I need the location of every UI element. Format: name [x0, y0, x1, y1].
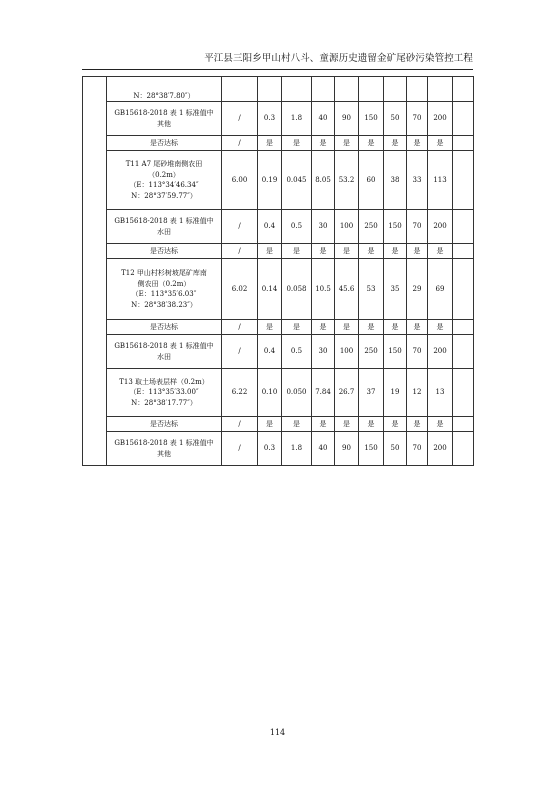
sample-description-line: N：28°38′38.23″）: [131, 300, 197, 309]
measurement-value-cell: 70: [407, 210, 428, 244]
measurement-value-cell: [453, 102, 474, 136]
measurement-value-cell: 是: [384, 320, 407, 335]
measurement-value-cell: 0.058: [282, 259, 312, 320]
measurement-value-cell: 100: [335, 335, 359, 369]
measurement-value-cell: 0.3: [258, 102, 282, 136]
measurement-value-cell: 0.050: [282, 369, 312, 417]
measurement-value-cell: [453, 151, 474, 210]
measurement-value-cell: 12: [407, 369, 428, 417]
measurement-value-cell: 150: [359, 102, 384, 136]
measurement-value-cell: [453, 136, 474, 151]
measurement-value-cell: 33: [407, 151, 428, 210]
measurement-value-cell: 50: [384, 432, 407, 466]
sample-description-cell: [107, 417, 222, 432]
measurement-value-cell: 是: [359, 417, 384, 432]
sample-description-cell: [107, 335, 222, 369]
measurement-value-cell: 0.3: [258, 432, 282, 466]
table-row: [83, 259, 474, 320]
measurement-value-cell: 是: [312, 244, 335, 259]
sample-description-line: 是否达标: [150, 322, 178, 331]
table-row: [83, 244, 474, 259]
measurement-value-cell: 是: [407, 417, 428, 432]
ph-value-cell: /: [222, 320, 258, 335]
measurement-value-cell: 37: [359, 369, 384, 417]
sample-description-line: GB15618-2018 表 1 标准值中: [114, 342, 214, 350]
table-row: [83, 136, 474, 151]
measurement-value-cell: 200: [428, 335, 453, 369]
measurement-value-cell: 53: [359, 259, 384, 320]
measurement-value-cell: 70: [407, 432, 428, 466]
measurement-value-cell: 是: [407, 244, 428, 259]
sample-description-line: T11 A7 尾砂堆南侧农田: [125, 160, 203, 168]
measurement-value-cell: 13: [428, 369, 453, 417]
measurement-value-cell: 是: [359, 320, 384, 335]
measurement-value-cell: 30: [312, 210, 335, 244]
measurement-value-cell: 1.8: [282, 432, 312, 466]
table-row: [83, 210, 474, 244]
measurement-value-cell: [407, 77, 428, 102]
ph-value-cell: /: [222, 244, 258, 259]
sample-description-cell: [107, 369, 222, 417]
header-divider: [82, 69, 473, 70]
measurement-value-cell: 0.4: [258, 210, 282, 244]
measurement-value-cell: [335, 77, 359, 102]
measurement-value-cell: 是: [384, 244, 407, 259]
sample-description-line: 是否达标: [150, 246, 178, 255]
sample-description-cell: [107, 244, 222, 259]
measurement-value-cell: [453, 320, 474, 335]
measurement-value-cell: 是: [384, 136, 407, 151]
measurement-value-cell: 0.10: [258, 369, 282, 417]
measurement-value-cell: 69: [428, 259, 453, 320]
sample-description-line: 水田: [157, 352, 171, 361]
measurement-value-cell: 是: [407, 320, 428, 335]
sample-description-line: T13 取土场表层样（0.2m）: [119, 377, 209, 386]
measurement-value-cell: 90: [335, 432, 359, 466]
sample-description-line: （0.2m）: [148, 170, 180, 179]
measurement-value-cell: [453, 259, 474, 320]
measurement-value-cell: 0.19: [258, 151, 282, 210]
soil-monitoring-table: [82, 76, 474, 466]
sample-description-line: 其他: [157, 449, 171, 458]
measurement-value-cell: 0.4: [258, 335, 282, 369]
measurement-value-cell: 29: [407, 259, 428, 320]
sample-description-line: （E：113°34′46.34″: [129, 181, 199, 189]
measurement-value-cell: 是: [258, 320, 282, 335]
measurement-value-cell: 是: [282, 320, 312, 335]
ph-value-cell: /: [222, 102, 258, 136]
measurement-value-cell: 40: [312, 432, 335, 466]
measurement-value-cell: 是: [312, 136, 335, 151]
measurement-value-cell: 150: [384, 210, 407, 244]
measurement-value-cell: 10.5: [312, 259, 335, 320]
measurement-value-cell: 是: [335, 320, 359, 335]
ph-value-cell: [222, 77, 258, 102]
sample-description-line: N：28°38′7.80″）: [133, 91, 195, 100]
measurement-value-cell: 53.2: [335, 151, 359, 210]
document-header-title: 平江县三阳乡甲山村八斗、童源历史遗留金矿尾砂污染管控工程: [204, 53, 473, 64]
table-row: [83, 417, 474, 432]
table-row: [83, 432, 474, 466]
sample-description-cell: [107, 210, 222, 244]
table-row: [83, 77, 474, 102]
measurement-value-cell: 38: [384, 151, 407, 210]
measurement-value-cell: [453, 417, 474, 432]
measurement-value-cell: [453, 335, 474, 369]
measurement-value-cell: 40: [312, 102, 335, 136]
ph-value-cell: 6.02: [222, 259, 258, 320]
measurement-value-cell: 是: [258, 244, 282, 259]
table-row: [83, 335, 474, 369]
measurement-value-cell: 250: [359, 335, 384, 369]
measurement-value-cell: 1.8: [282, 102, 312, 136]
measurement-value-cell: 150: [359, 432, 384, 466]
measurement-value-cell: 是: [312, 417, 335, 432]
sample-description-line: （E：113°35′6.03″: [131, 290, 197, 298]
table-row: [83, 102, 474, 136]
measurement-value-cell: [359, 77, 384, 102]
measurement-value-cell: 8.05: [312, 151, 335, 210]
measurement-value-cell: 是: [428, 244, 453, 259]
measurement-value-cell: 26.7: [335, 369, 359, 417]
measurement-value-cell: 60: [359, 151, 384, 210]
measurement-value-cell: 150: [384, 335, 407, 369]
measurement-value-cell: 0.045: [282, 151, 312, 210]
measurement-value-cell: 是: [335, 244, 359, 259]
ph-value-cell: /: [222, 210, 258, 244]
sample-description-line: N：28°37′59.77″）: [131, 191, 197, 200]
measurement-value-cell: 250: [359, 210, 384, 244]
measurement-value-cell: [282, 77, 312, 102]
measurement-value-cell: 是: [258, 417, 282, 432]
sample-description-cell: [107, 136, 222, 151]
sample-description-line: 是否达标: [150, 419, 178, 428]
measurement-value-cell: 是: [428, 320, 453, 335]
table-body: [83, 77, 474, 466]
ph-value-cell: 6.22: [222, 369, 258, 417]
measurement-value-cell: 是: [359, 244, 384, 259]
measurement-value-cell: 200: [428, 432, 453, 466]
ph-value-cell: 6.00: [222, 151, 258, 210]
measurement-value-cell: 90: [335, 102, 359, 136]
measurement-value-cell: 30: [312, 335, 335, 369]
measurement-value-cell: 35: [384, 259, 407, 320]
measurement-value-cell: 0.5: [282, 210, 312, 244]
sample-description-line: 水田: [157, 227, 171, 236]
sample-description-line: GB15618-2018 表 1 标准值中: [114, 109, 214, 117]
measurement-value-cell: [453, 432, 474, 466]
measurement-value-cell: 是: [335, 417, 359, 432]
measurement-value-cell: 是: [359, 136, 384, 151]
measurement-value-cell: 是: [428, 136, 453, 151]
measurement-value-cell: 是: [282, 417, 312, 432]
measurement-value-cell: 7.84: [312, 369, 335, 417]
sample-description-line: 侧农田（0.2m）: [137, 279, 191, 288]
ph-value-cell: /: [222, 335, 258, 369]
measurement-value-cell: 113: [428, 151, 453, 210]
sample-description-line: 是否达标: [150, 138, 178, 147]
measurement-value-cell: [258, 77, 282, 102]
measurement-value-cell: [453, 210, 474, 244]
sample-description-line: N：28°38′17.77″）: [131, 398, 197, 407]
table-row: [83, 320, 474, 335]
ph-value-cell: /: [222, 136, 258, 151]
measurement-value-cell: [312, 77, 335, 102]
measurement-value-cell: [384, 77, 407, 102]
sample-description-cell: [107, 259, 222, 320]
measurement-value-cell: 70: [407, 335, 428, 369]
sample-description-line: T12 甲山村杉树坡尾矿库南: [121, 269, 207, 277]
page-number: 114: [269, 728, 286, 737]
measurement-value-cell: 45.6: [335, 259, 359, 320]
measurement-value-cell: 50: [384, 102, 407, 136]
ph-value-cell: /: [222, 417, 258, 432]
measurement-value-cell: [453, 244, 474, 259]
merged-category-cell: [83, 77, 107, 466]
measurement-value-cell: 是: [428, 417, 453, 432]
measurement-value-cell: 100: [335, 210, 359, 244]
measurement-value-cell: 70: [407, 102, 428, 136]
sample-description-line: （E：113°35′33.00″: [129, 388, 199, 397]
sample-description-line: 其他: [157, 119, 171, 128]
sample-description-cell: [107, 432, 222, 466]
table-row: [83, 151, 474, 210]
measurement-value-cell: [453, 77, 474, 102]
measurement-value-cell: [453, 369, 474, 417]
measurement-value-cell: 是: [384, 417, 407, 432]
measurement-value-cell: 0.5: [282, 335, 312, 369]
measurement-value-cell: 200: [428, 210, 453, 244]
measurement-value-cell: 是: [335, 136, 359, 151]
sample-description-cell: [107, 151, 222, 210]
measurement-value-cell: 是: [407, 136, 428, 151]
measurement-value-cell: 是: [312, 320, 335, 335]
measurement-value-cell: 19: [384, 369, 407, 417]
table-row: [83, 369, 474, 417]
sample-description-cell: [107, 102, 222, 136]
sample-description-line: GB15618-2018 表 1 标准值中: [114, 439, 214, 447]
measurement-value-cell: 是: [258, 136, 282, 151]
ph-value-cell: /: [222, 432, 258, 466]
measurement-value-cell: [428, 77, 453, 102]
measurement-value-cell: 是: [282, 136, 312, 151]
sample-description-cell: [107, 77, 222, 102]
sample-description-line: GB15618-2018 表 1 标准值中: [114, 217, 214, 225]
measurement-value-cell: 200: [428, 102, 453, 136]
measurement-value-cell: 0.14: [258, 259, 282, 320]
sample-description-cell: [107, 320, 222, 335]
measurement-value-cell: 是: [282, 244, 312, 259]
